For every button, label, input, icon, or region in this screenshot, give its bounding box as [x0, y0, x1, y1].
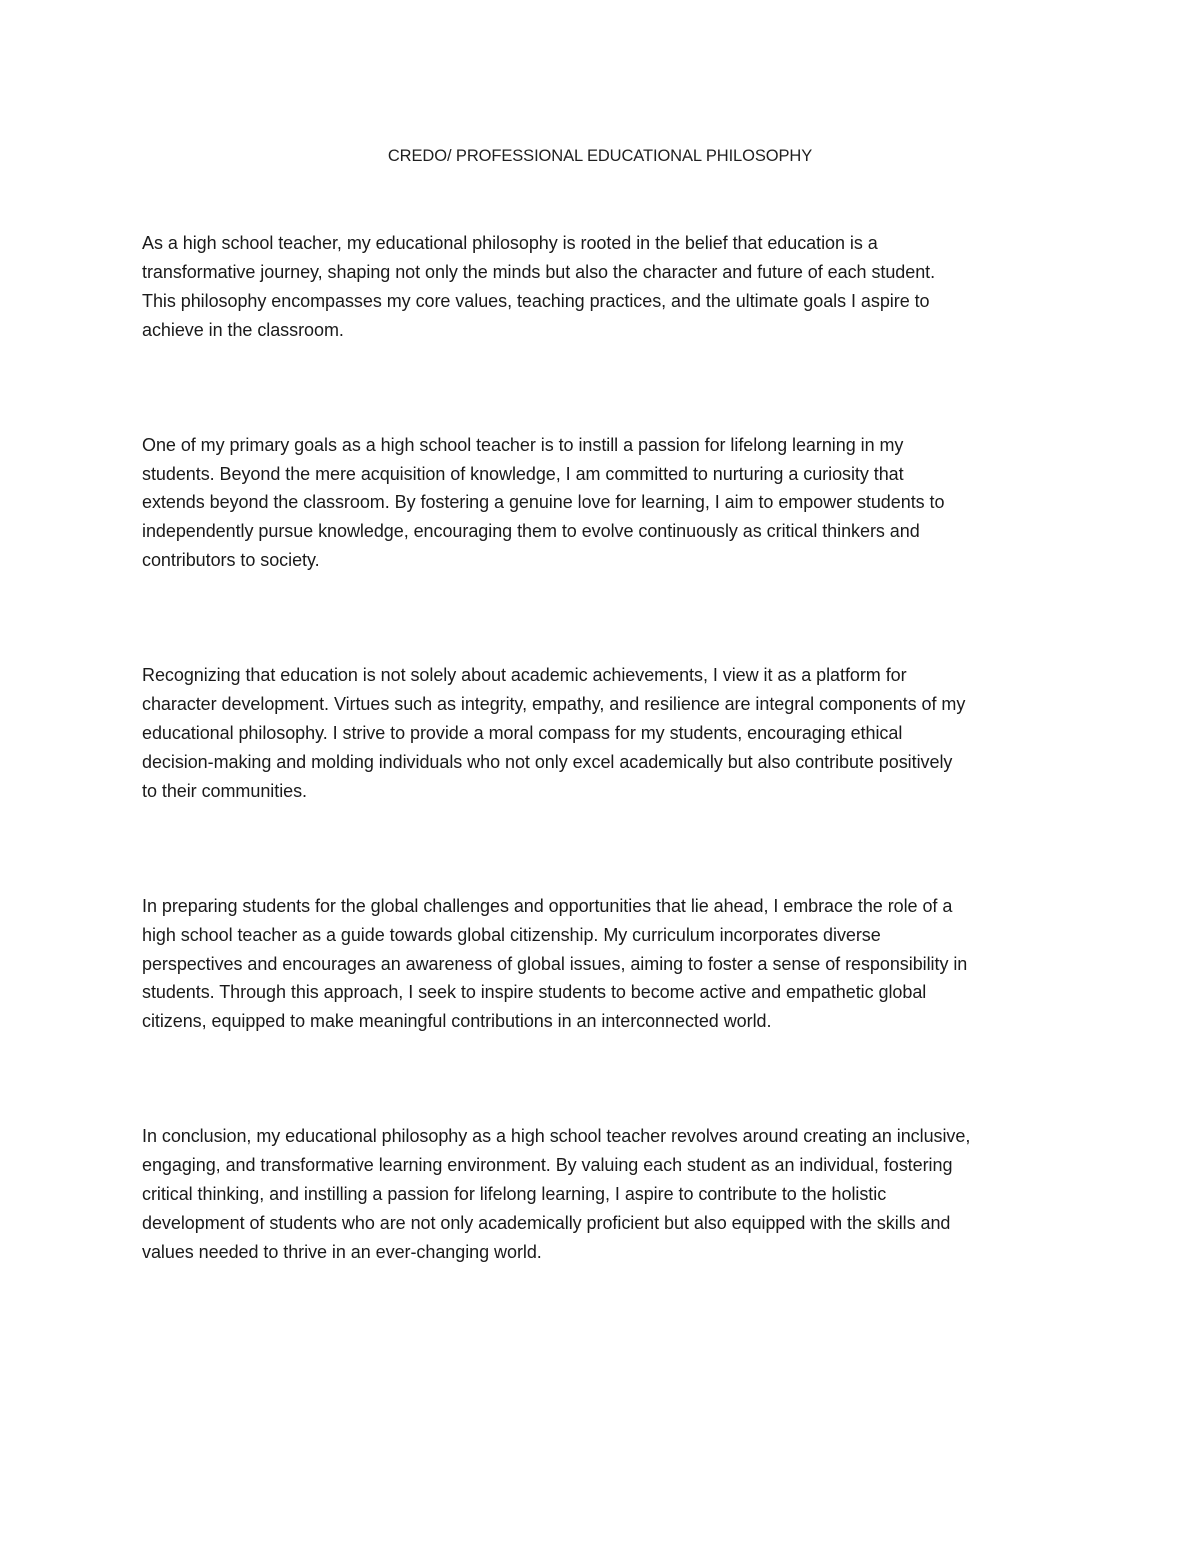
paragraph-line: development of students who are not only academically proficient but also equipped with the skills and	[142, 1212, 951, 1233]
paragraph-line: contributors to society.	[142, 550, 320, 571]
paragraph-line: One of my primary goals as a high school teacher is to instill a passion for lifelong learning in my	[142, 434, 904, 455]
paragraph-lifelong-learning	[142, 431, 1072, 576]
paragraph-intro	[142, 229, 1072, 345]
paragraph-line: educational philosophy. I strive to provide a moral compass for my students, encouraging ethical	[142, 722, 903, 743]
paragraph-line: critical thinking, and instilling a passion for lifelong learning, I aspire to contribute to the holistic	[142, 1184, 887, 1205]
paragraph-line: perspectives and encourages an awareness of global issues, aiming to foster a sense of responsibility in	[142, 953, 968, 974]
paragraph-line: students. Through this approach, I seek to inspire students to become active and empathetic global	[142, 982, 927, 1003]
paragraph-line: In preparing students for the global challenges and opportunities that lie ahead, I embrace the role of a	[142, 895, 953, 916]
paragraph-line: This philosophy encompasses my core values, teaching practices, and the ultimate goals I aspire to	[142, 290, 930, 311]
paragraph-line: citizens, equipped to make meaningful contributions in an interconnected world.	[142, 1011, 772, 1032]
paragraph-line: transformative journey, shaping not only the minds but also the character and future of each student.	[142, 261, 936, 282]
paragraph-line: decision-making and molding individuals who not only excel academically but also contribute positively	[142, 751, 953, 772]
paragraph-line: high school teacher as a guide towards global citizenship. My curriculum incorporates diverse	[142, 924, 881, 945]
paragraph-line: achieve in the classroom.	[142, 319, 344, 340]
paragraph-line: Recognizing that education is not solely about academic achievements, I view it as a platform for	[142, 665, 907, 686]
paragraph-line: students. Beyond the mere acquisition of knowledge, I am committed to nurturing a curiosity that	[142, 463, 904, 484]
paragraph-line: to their communities.	[142, 780, 308, 801]
paragraph-line: engaging, and transformative learning environment. By valuing each student as an individual, fostering	[142, 1155, 953, 1176]
paragraph-conclusion	[142, 1122, 1072, 1267]
document-body	[142, 229, 1072, 1353]
paragraph-character-development	[142, 661, 1072, 806]
paragraph-global-citizenship	[142, 892, 1072, 1037]
paragraph-line: independently pursue knowledge, encouraging them to evolve continuously as critical thinkers and	[142, 521, 920, 542]
document-title: CREDO/ PROFESSIONAL EDUCATIONAL PHILOSOPHY	[387, 147, 813, 165]
paragraph-line: character development. Virtues such as integrity, empathy, and resilience are integral components of my	[142, 694, 966, 715]
paragraph-line: In conclusion, my educational philosophy as a high school teacher revolves around creating an inclusive,	[142, 1126, 971, 1147]
paragraph-line: values needed to thrive in an ever-changing world.	[142, 1241, 542, 1262]
paragraph-line: extends beyond the classroom. By fostering a genuine love for learning, I aim to empower students to	[142, 492, 945, 513]
paragraph-line: As a high school teacher, my educational philosophy is rooted in the belief that education is a	[142, 233, 878, 253]
